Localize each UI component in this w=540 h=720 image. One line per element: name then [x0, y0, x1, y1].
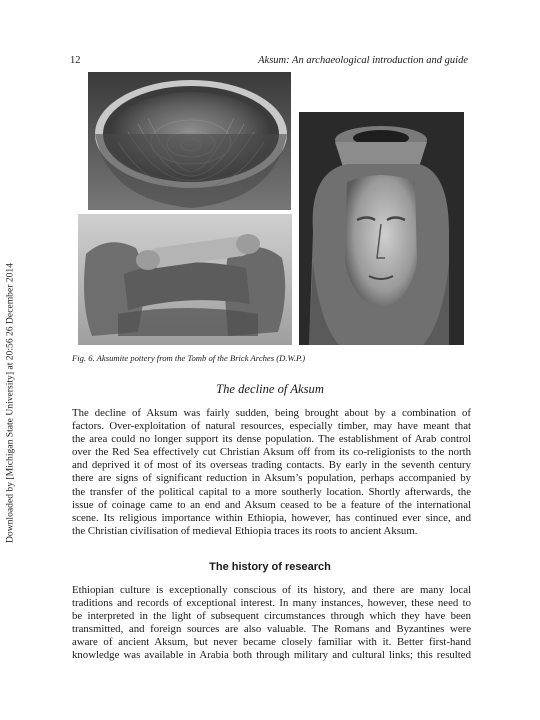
- pottery-bowl-photo: [88, 72, 291, 210]
- download-watermark-text: Downloaded by [Michigan State University] at 20:56 26 December 2014: [4, 262, 16, 544]
- pottery-stand-photo: [78, 214, 292, 345]
- section-title-research: The history of research: [209, 561, 331, 573]
- carved-head-photo: [299, 112, 464, 345]
- text-line: factors. Over-exploitation of natural resources, especially timber, may have meant that: [72, 420, 471, 433]
- text-line: knowledge was available in Arabia both through military and cultural links; this resulted: [72, 649, 471, 662]
- text-line: issue of coinage came to an end and Aksum ceased to be a feature of the international: [72, 498, 471, 511]
- text-line: aware of ancient Aksum, but never became closely familiar with it. Better first-hand: [72, 636, 471, 649]
- section-title-decline: The decline of Aksum: [216, 382, 324, 396]
- text-line: The decline of Aksum was fairly sudden, being brought about by a combination of: [72, 407, 471, 419]
- paragraph-research: [72, 584, 471, 663]
- text-line: the transfer of the political capital to a more southerly location. Shortly afterwards, the: [72, 485, 471, 498]
- figure-caption: Fig. 6. Aksumite pottery from the Tomb of the Brick Arches (D.W.P.): [72, 353, 306, 363]
- text-line: the area could no longer support its dense population. The establishment of Arab control: [72, 433, 471, 446]
- page-number: 12: [70, 55, 81, 66]
- text-line: over the Red Sea effectively cut Christian Aksum off from its co-religionists to the north: [72, 446, 471, 459]
- text-line: transmitted, and foreign sources are also valuable. The Romans and Byzantines were: [72, 623, 471, 636]
- text-line: be interpreted in the light of subsequent circumstances through which they have been: [72, 610, 471, 623]
- text-line: and deprived it of most of its overseas trading contacts. By early in the seventh century: [72, 459, 471, 472]
- text-line: Ethiopian culture is exceptionally conscious of its history, and there are many local: [72, 584, 471, 596]
- text-line: the Christian civilisation of medieval Ethiopia traces its roots to ancient Aksum.: [72, 524, 418, 537]
- text-line: traditions and records of exceptional interest. In many instances, however, these need to: [72, 597, 471, 610]
- text-line: scene. Its religious importance within Ethiopia, however, has continued ever since, and: [72, 511, 471, 524]
- text-line: there are signs of significant reduction in Aksum’s population, perhaps accompanied by: [72, 472, 471, 485]
- running-head: Aksum: An archaeological introduction and guide: [258, 55, 468, 66]
- paragraph-decline: [72, 407, 471, 538]
